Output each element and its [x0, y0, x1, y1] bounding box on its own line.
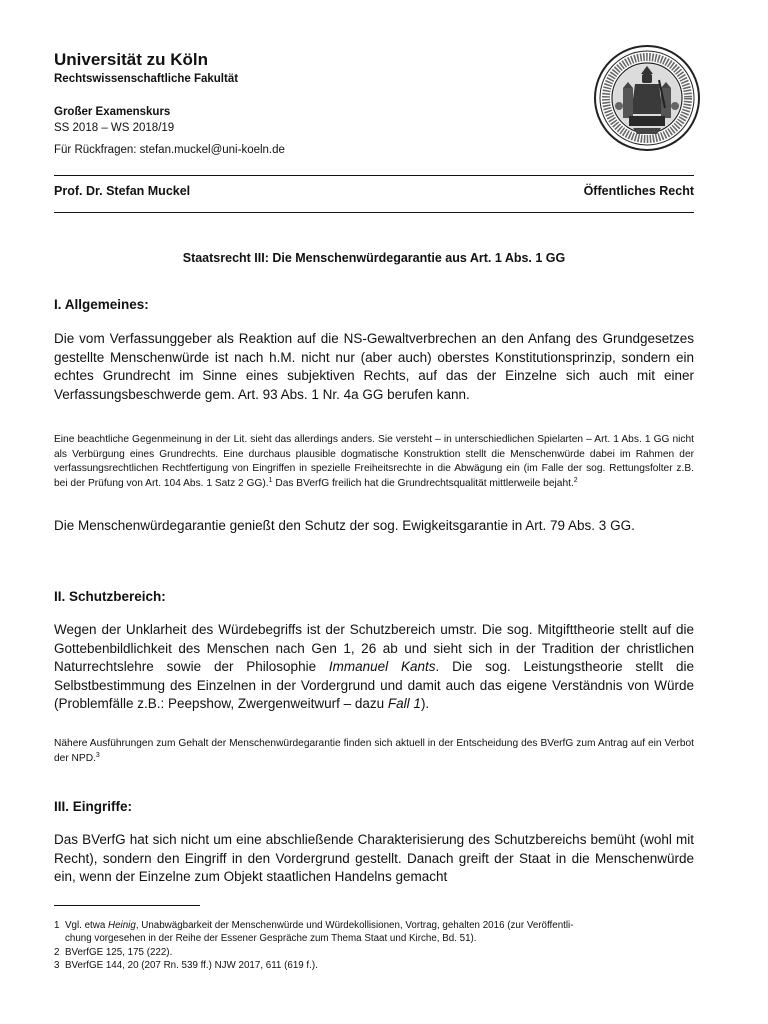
paragraph-ewigkeitsgarantie: Die Menschenwürdegarantie genießt den Schutz der sog. Ewigkeitsgarantie in Art. 79 Abs. 3 GG. — [54, 518, 635, 533]
note-text-2: Das BVerfG freilich hat die Grundrechtsqualität mittlerweile bejaht. — [272, 477, 574, 489]
footnote-author: Heinig — [108, 920, 136, 931]
footnote-3 — [54, 960, 694, 973]
text-run: Wegen der Unklarheit des Würdebegriffs ist der Schutzbereich umstr. Die sog. Mitgifttheorie stellt auf die Gottebenbildlichkeit des Menschen nach Gen 1, 26 ab und sieht sich in der Tradition der christlichen Naturrechtslehre sowie der Philosophie — [54, 622, 694, 674]
course-name: Großer Examenskurs — [54, 106, 171, 118]
footnote-divider — [54, 905, 200, 906]
footnote-number: 1 — [54, 920, 60, 931]
note-text: Eine beachtliche Gegenmeinung in der Lit. sieht das allerdings anders. Sie versteht – in unterschiedlichen Spielarten – Art. 1 Abs. 1 GG nicht als Verbürgung eines Grundrechts. Eine durchaus plausible dogmatische Konstruktion stellt die Menschenwürde dabei im Rahmen der verfassungsrechtlichen Rechtfertigung von Eingriffen in spezielle Freiheitsrechte in die Abwägung ein (im Falle der sog. Rettungsfolter z.B. bei der Prüfung von Art. 104 Abs. 1 Satz 2 GG). — [54, 434, 694, 489]
header-rule-bottom — [54, 212, 694, 213]
footnote-ref-1[interactable]: 1 — [268, 476, 273, 484]
note-text: Nähere Ausführungen zum Gehalt der Menschenwürdegarantie finden sich aktuell in der Entscheidung des BVerfG zum Antrag auf ein Verbot der NPD. — [54, 738, 694, 764]
text-run: . Die sog. Leistungstheorie stellt die Selbstbestimmung des Einzelnen in der Vordergrund und damit auch das eigene Verständnis von Würde (Problemfälle z.B.: Peepshow, Zwergenweitwurf – dazu — [54, 659, 695, 711]
faculty-name: Rechtswissenschaftliche Fakultät — [54, 73, 239, 85]
footnote-text: BVerfGE 144, 20 (207 Rn. 539 ff.) NJW 2017, 611 (619 f.). — [65, 960, 318, 971]
paragraph-schutzbereich — [54, 621, 694, 714]
document-title: Staatsrecht III: Die Menschenwürdegarantie aus Art. 1 Abs. 1 GG — [182, 251, 566, 265]
footnote-text: Vgl. etwa — [65, 920, 109, 931]
footnote-2 — [54, 947, 694, 960]
header-rule-top — [54, 175, 694, 176]
section-heading-allgemeines: I. Allgemeines: — [54, 297, 149, 312]
note-gegenmeinung — [54, 433, 694, 491]
note-npd — [54, 737, 694, 766]
text-run-italic: Fall 1 — [387, 696, 421, 711]
footnote-text: , Unabwägbarkeit der Menschenwürde und Würdekollisionen, Vortrag, gehalten 2016 (zur Veröffentli- — [135, 920, 574, 931]
subject-field: Öffentliches Recht — [583, 184, 694, 198]
paragraph-eingriffe: Das BVerfG hat sich nicht um eine abschließende Charakterisierung des Schutzbereichs bemüht (wohl mit Recht), sondern den Eingriff in den Vordergrund gestellt. Danach greift der Staat in die Menschenwürde ein, wenn der Einzelne zum Objekt staatlichen Handelns gemacht — [54, 832, 694, 884]
text-run-italic: Immanuel Kants — [328, 659, 436, 674]
university-seal-icon — [593, 44, 701, 152]
footnote-number: 3 — [54, 960, 60, 971]
footnote-text-continued: chung vorgesehen in der Reihe der Essener Gespräche zum Thema Staat und Kirche, Bd. 51). — [65, 932, 477, 944]
footnote-1 — [54, 920, 694, 945]
university-name: Universität zu Köln — [54, 50, 208, 69]
footnote-ref-2[interactable]: 2 — [573, 476, 578, 484]
footnote-text: BVerfGE 125, 175 (222). — [65, 947, 173, 958]
footnote-number: 2 — [54, 947, 60, 958]
paragraph-allgemeines-1: Die vom Verfassunggeber als Reaktion auf die NS-Gewaltverbrechen an den Anfang des Grundgesetzes gestellte Menschenwürde ist nach h.M. nicht nur (aber auch) oberstes Konstitutionsprinzip, sondern ein echtes Grundrecht im Sinne eines subjektiven Rechts, auf das der Einzelne sich auch mit einer Verfassungsbeschwerde gem. Art. 93 Abs. 1 Nr. 4a GG berufen kann. — [54, 331, 694, 402]
semester: SS 2018 – WS 2018/19 — [54, 122, 175, 134]
section-heading-eingriffe: III. Eingriffe: — [54, 799, 133, 814]
section-heading-schutzbereich: II. Schutzbereich: — [54, 589, 166, 604]
text-run: ). — [420, 696, 430, 711]
footnote-ref-3[interactable]: 3 — [95, 751, 100, 759]
professor-name: Prof. Dr. Stefan Muckel — [54, 184, 191, 198]
contact-line: Für Rückfragen: stefan.muckel@uni-koeln.de — [54, 144, 285, 156]
